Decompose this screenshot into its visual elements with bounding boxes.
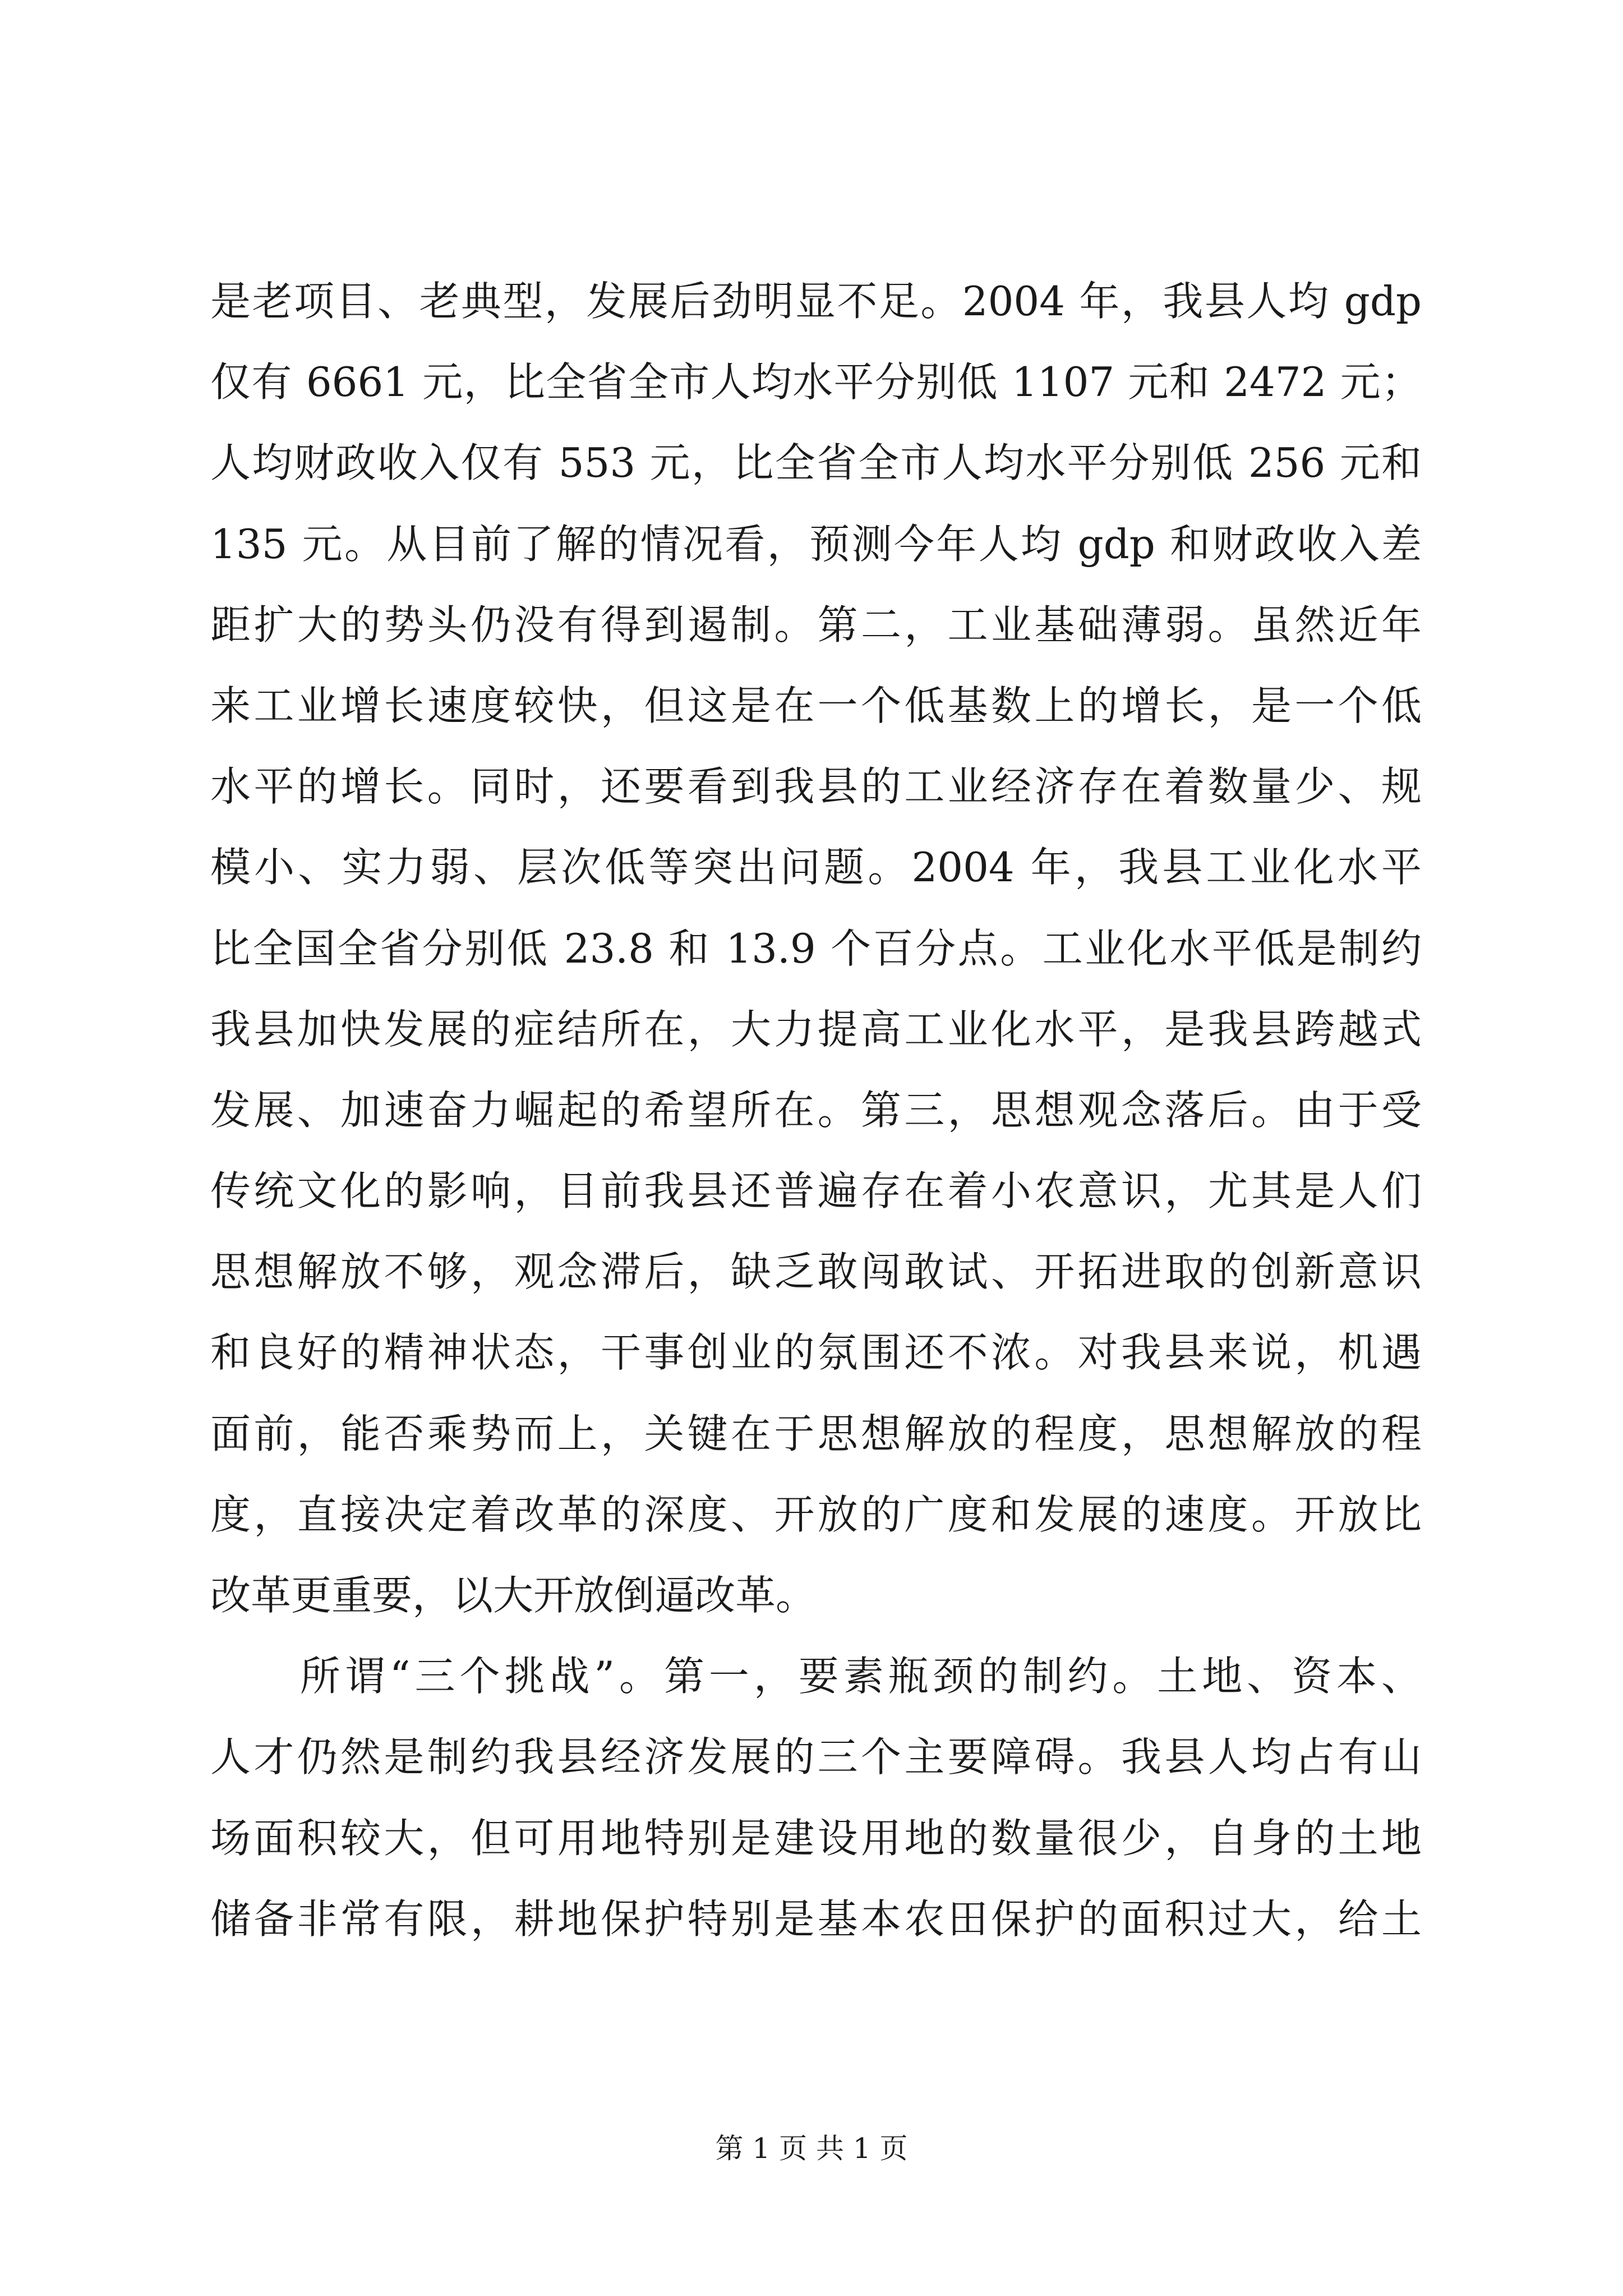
text-line: 我县加快发展的症结所在，大力提高工业化水平，是我县跨越式 <box>210 1005 1422 1053</box>
text-line: 比全国全省分别低 23.8 和 13.9 个百分点。工业化水平低是制约 <box>210 924 1422 972</box>
text-line: 水平的增长。同时，还要看到我县的工业经济存在着数量少、规 <box>210 763 1422 811</box>
text-line: 度，直接决定着改革的深度、开放的广度和发展的速度。开放比 <box>210 1490 1422 1538</box>
text-line: 来工业增长速度较快，但这是在一个低基数上的增长，是一个低 <box>210 682 1422 729</box>
text-line: 和良好的精神状态，干事创业的氛围还不浓。对我县来说，机遇 <box>210 1329 1422 1377</box>
text-line: 模小、实力弱、层次低等突出问题。2004 年，我县工业化水平 <box>210 844 1422 891</box>
text-line: 135 元。从目前了解的情况看，预测今年人均 gdp 和财政收入差 <box>210 520 1422 568</box>
text-line: 改革更重要，以大开放倒逼改革。 <box>210 1572 817 1619</box>
text-line: 人均财政收入仅有 553 元，比全省全市人均水平分别低 256 元和 <box>210 439 1422 487</box>
body-text <box>210 261 1422 1959</box>
paragraph-first-line: 所谓“三个挑战”。第一，要素瓶颈的制约。土地、资本、 <box>210 1653 1422 1700</box>
text-line: 面前，能否乘势而上，关键在于思想解放的程度，思想解放的程 <box>210 1410 1422 1457</box>
text-line: 距扩大的势头仍没有得到遏制。第二，工业基础薄弱。虽然近年 <box>210 601 1422 648</box>
text-line: 储备非常有限，耕地保护特别是基本农田保护的面积过大，给土 <box>210 1895 1422 1943</box>
text-line: 思想解放不够，观念滞后，缺乏敢闯敢试、开拓进取的创新意识 <box>210 1248 1422 1296</box>
page-footer: 第 1 页 共 1 页 <box>715 2132 908 2165</box>
text-line: 传统文化的影响，目前我县还普遍存在着小农意识，尤其是人们 <box>210 1167 1422 1215</box>
text-line: 仅有 6661 元，比全省全市人均水平分别低 1107 元和 2472 元； <box>210 358 1422 406</box>
text-line: 是老项目、老典型，发展后劲明显不足。2004 年，我县人均 gdp <box>210 278 1422 325</box>
text-line: 人才仍然是制约我县经济发展的三个主要障碍。我县人均占有山 <box>210 1733 1422 1781</box>
text-line: 发展、加速奋力崛起的希望所在。第三，思想观念落后。由于受 <box>210 1086 1422 1134</box>
text-line: 场面积较大，但可用地特别是建设用地的数量很少，自身的土地 <box>210 1814 1422 1862</box>
